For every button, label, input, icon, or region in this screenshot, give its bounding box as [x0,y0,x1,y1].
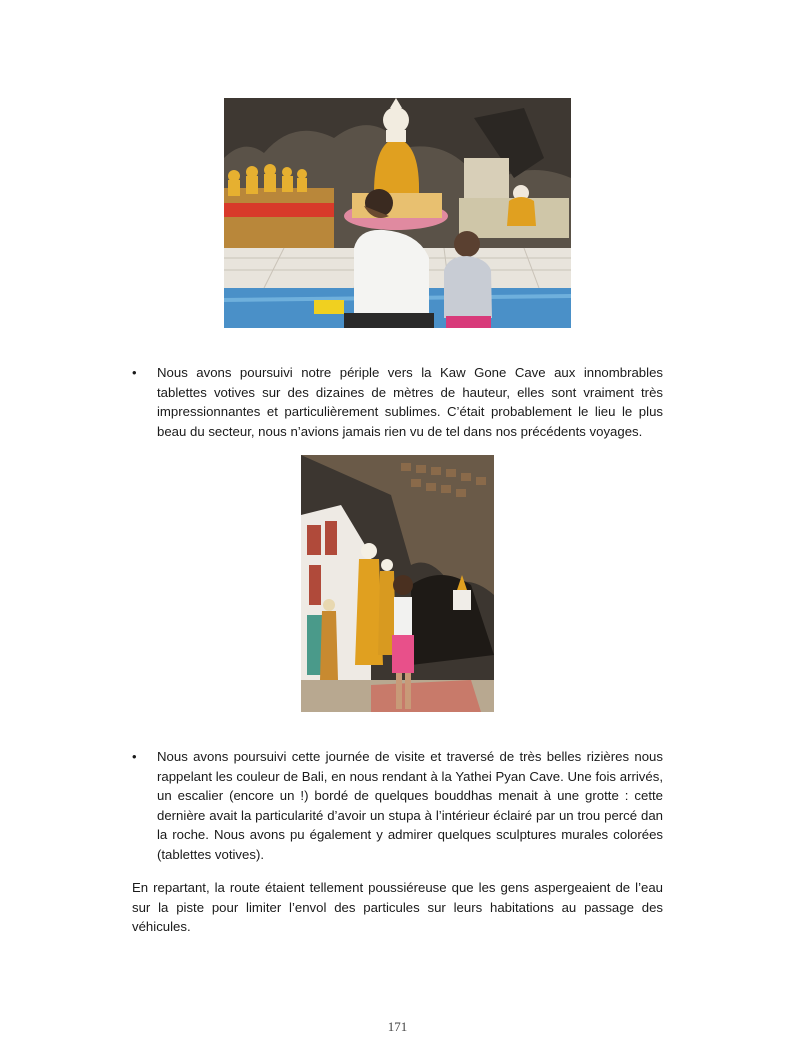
bullet-item-yathei-pyan-cave [132,747,663,865]
cave-buddha-shrine-photo [224,98,571,328]
bullet-symbol: • [132,365,137,380]
closing-paragraph: En repartant, la route étaient tellement poussiéreuse que les gens aspergeaient de l’eau sur la piste pour limiter l’envol des particules sur leurs habitations au passage des véhicules. [132,880,663,935]
bullet-item-kaw-gone-cave [132,363,663,441]
bullet-text: Nous avons poursuivi cette journée de visite et traversé de très belles rizières nous rappelant les couleur de Bali, en nous rendant à la Yathei Pyan Cave. Une fois arrivés, un escalier (encore un !) bordé de quelques bouddhas menait à une grotte : cette dernière avait la particularité d’avoir un stupa à l’intérieur éclairé par un trou percé dan la roche. Nous avons pu également y admirer quelques sculptures murales colorées (tablettes votives). [157,749,663,862]
bullet-symbol: • [132,749,137,764]
cave-votive-tablets-girl-photo [301,455,494,712]
bullet-text: Nous avons poursuivi notre périple vers la Kaw Gone Cave aux innombrables tablettes votives sur des dizaines de mètres de hauteur, elles sont vraiment très impressionnantes et particulièrement sublimes. C’était probablement le lieu le plus beau du secteur, nous n’avions jamais rien vu de tel dans nos précédents voyages. [157,365,663,439]
page-number: 171 [387,1019,408,1034]
